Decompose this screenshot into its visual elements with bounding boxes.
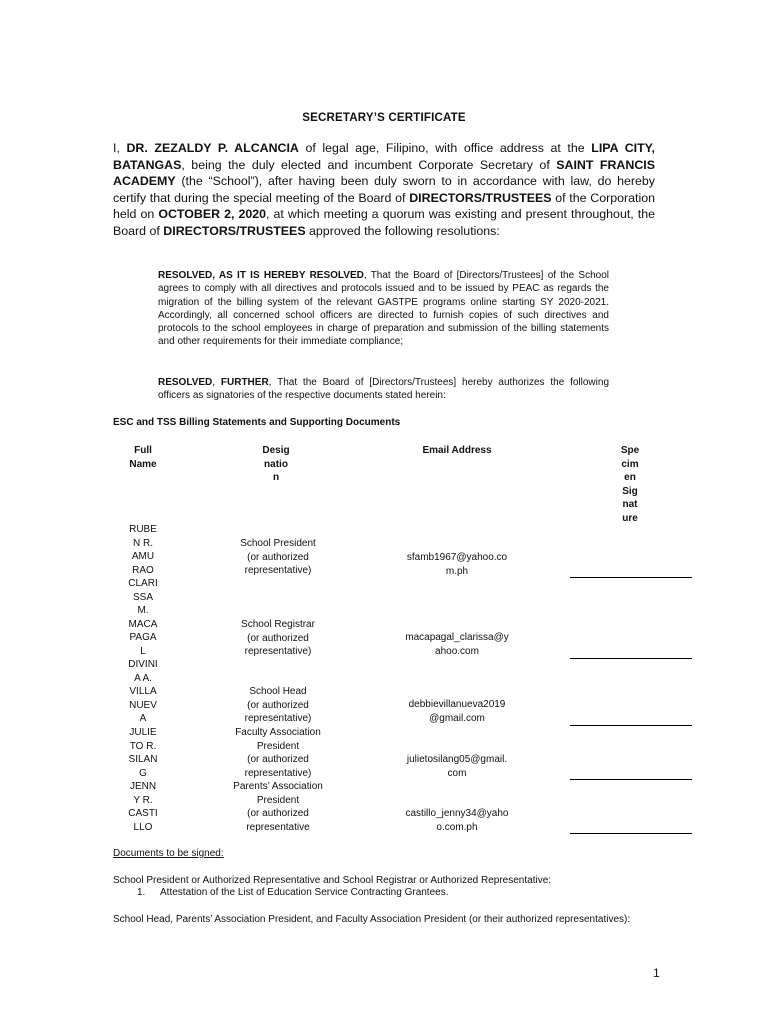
row-1-name: RUBE N R. AMU RAO <box>129 524 157 576</box>
page-number: 1 <box>653 966 660 980</box>
intro-paragraph <box>113 140 655 240</box>
row-2-designation: School Registrar (or authorized representative) <box>241 619 315 657</box>
intro-text-4: (the “School”), after having been duly sworn to in accordance with law, do hereby certify that during the special meeting of the Board of <box>113 174 655 205</box>
row-1-signature-line <box>570 577 692 578</box>
row-4-designation: Faculty Association President (or authorized representative) <box>235 727 321 779</box>
intro-text-2: of legal age, Filipino, with office address at the <box>298 141 592 155</box>
list-item-number: 1. <box>137 887 146 898</box>
intro-text-1: I, <box>113 141 127 155</box>
resolution-1-text: , That the Board of [Directors/Trustees] of the School agrees to comply with all directives and protocols issued and to be issued by PEAC as regards the migration of the billing system of the relevant GASTPE programs online starting SY 2020-2021. Accordingly, all concerned school officers are directed to furnish copies of such directives and protocols to the school employees in charge of preparation and submission of the billing statements and other requirements for their immediate compliance; <box>158 270 609 348</box>
row-3-signature-line <box>570 725 692 726</box>
board-name-2: DIRECTORS/TRUSTEES <box>163 223 306 238</box>
row-5-signature-line <box>570 833 692 834</box>
intro-text-6: , at which meeting a quorum was existing and present throughout, the Board of <box>113 207 655 238</box>
intro-text-7: approved the following resolutions: <box>305 223 500 238</box>
resolution-1-lead: RESOLVED, AS IT IS HEREBY RESOLVED <box>158 270 364 281</box>
col-header-email: Email Address <box>422 445 492 456</box>
intro-text-5: of the Corporation held on <box>113 190 655 222</box>
resolution-2 <box>158 376 609 403</box>
list-item-text: Attestation of the List of Education Service Contracting Grantees. <box>160 887 449 898</box>
row-2-name: CLARI SSA M. MACA PAGA L <box>128 578 158 657</box>
documents-paragraph-1: School President or Authorized Representative and School Registrar or Authorized Representative: <box>113 875 552 886</box>
resolution-2-lead-2: FURTHER <box>220 377 269 388</box>
resolution-2-lead: RESOLVED <box>158 377 213 388</box>
row-3-email: debbievillanueva2019 @gmail.com <box>408 699 506 724</box>
section-heading: ESC and TSS Billing Statements and Supporting Documents <box>113 417 401 428</box>
documents-paragraph-2: School Head, Parents’ Association President, and Faculty Association President (or their authorized representatives): <box>113 914 631 925</box>
resolution-1 <box>158 269 609 349</box>
row-3-name: DIVINI A A. VILLA NUEV A <box>128 659 158 724</box>
col-header-full-name: Full Name <box>129 445 157 470</box>
intro-text-3: , being the duly elected and incumbent Corporate Secretary of <box>181 157 557 172</box>
meeting-date: OCTOBER 2, 2020 <box>158 207 267 222</box>
row-5-email: castillo_jenny34@yaho o.com.ph <box>405 808 509 833</box>
row-3-designation: School Head (or authorized representative) <box>244 686 312 724</box>
row-1-designation: School President (or authorized representative) <box>240 538 316 576</box>
row-4-signature-line <box>570 779 692 780</box>
row-5-name: JENN Y R. CASTI LLO <box>128 781 158 833</box>
resolution-2-sep: , <box>212 377 221 388</box>
row-2-email: macapagal_clarissa@y ahoo.com <box>405 632 509 657</box>
col-header-signature: Spe cim en Sig nat ure <box>620 445 640 524</box>
school-name: SAINT FRANCIS ACADEMY <box>113 157 655 189</box>
board-name: DIRECTORS/TRUSTEES <box>409 190 552 205</box>
row-1-email: sfamb1967@yahoo.co m.ph <box>406 552 508 577</box>
secretary-name: DR. ZEZALDY P. ALCANCIA <box>126 141 299 155</box>
col-header-designation: Desig natio n <box>262 445 290 483</box>
resolution-2-text: , That the Board of [Directors/Trustees] hereby authorizes the following officers as signatories of the respective documents stated herein: <box>158 377 610 402</box>
row-2-signature-line <box>570 658 692 659</box>
office-address: LIPA CITY, BATANGAS <box>113 141 655 172</box>
row-4-name: JULIE TO R. SILAN G <box>128 727 158 779</box>
list-item <box>137 887 449 898</box>
row-5-designation: Parents’ Association President (or authorized representative <box>233 781 323 833</box>
documents-heading: Documents to be signed: <box>113 848 224 859</box>
row-4-email: julietosilang05@gmail. com <box>406 754 508 779</box>
document-title: SECRETARY’S CERTIFICATE <box>302 112 466 124</box>
